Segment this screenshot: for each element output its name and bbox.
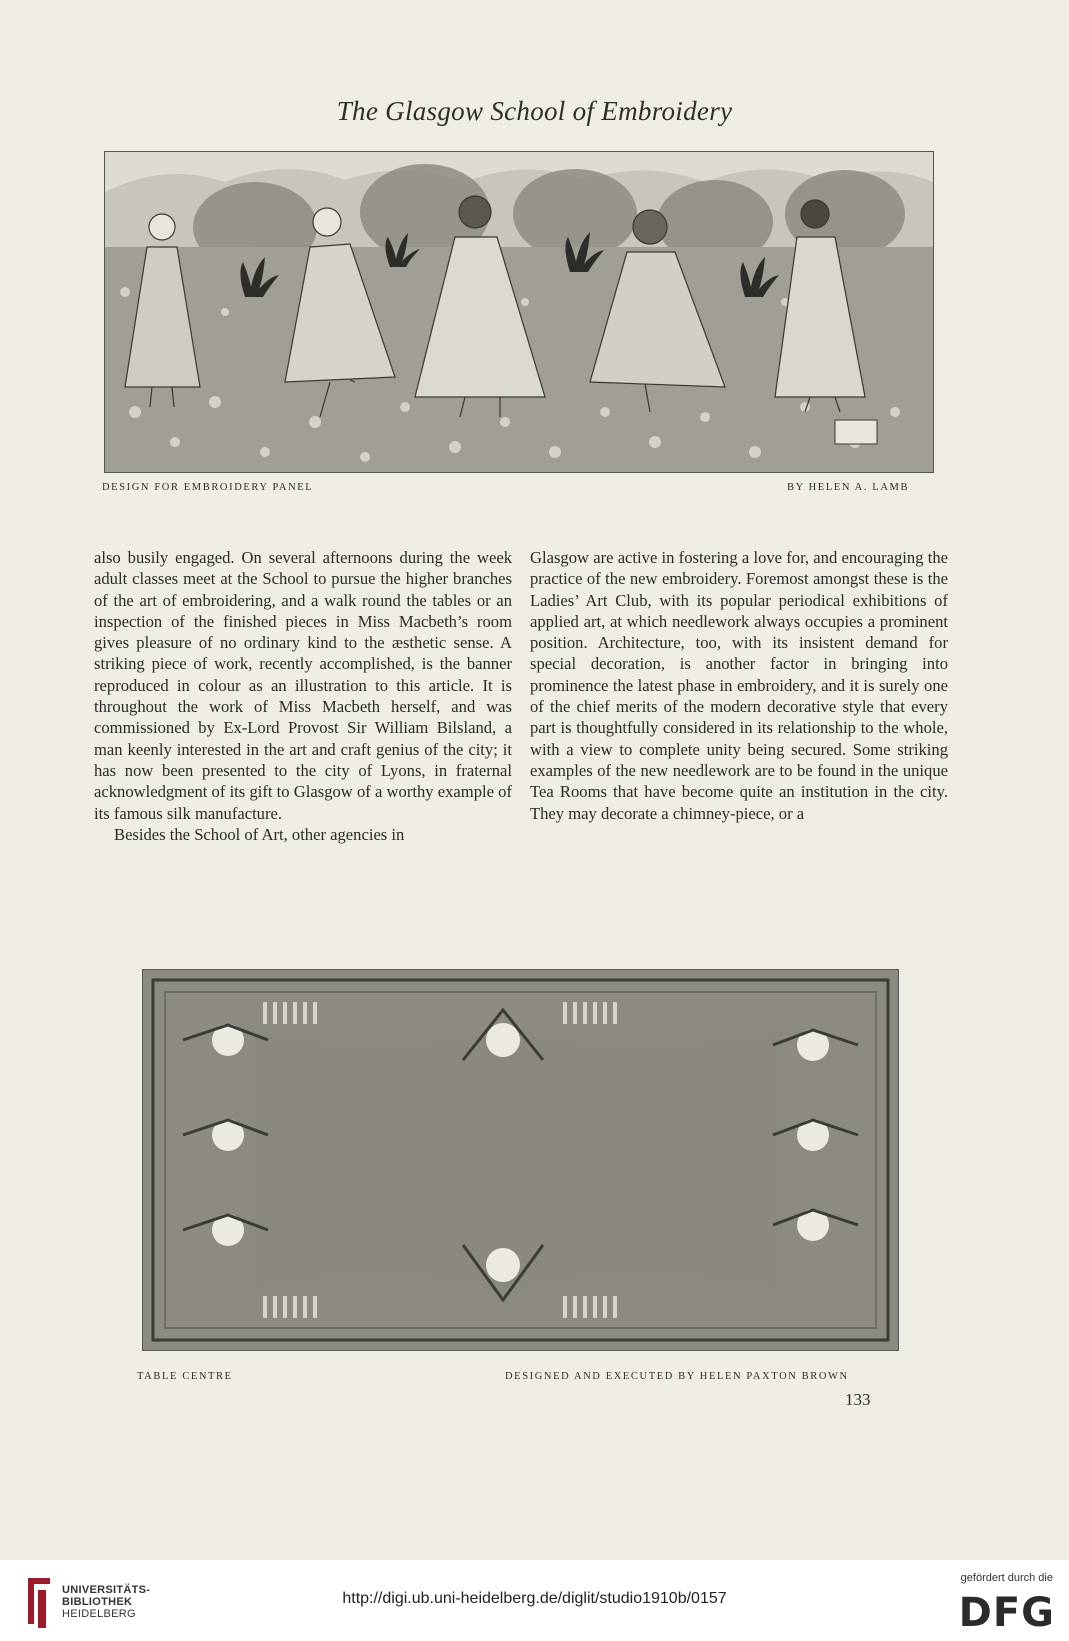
paragraph: Besides the School of Art, other agencies in	[114, 824, 405, 844]
source-url-link[interactable]: http://digi.ub.uni-heidelberg.de/diglit/studio1910b/0157	[342, 1590, 727, 1607]
figure1-caption-credit: BY HELEN A. LAMB	[787, 482, 910, 493]
body-column-left	[94, 547, 512, 845]
paragraph: Glasgow are active in fostering a love for, and encouraging the practice of the new embroidery. Foremost amongst these is the Ladies’ Art Club, with its popular periodical exhibitions of applied art, at which needlework always occupies a prominent position. Architecture, too, with its insistent demand for special decoration, is another factor in bringing into prominence the latest phase in embroidery, and it is surely one of the chief merits of the modern decorative style that every part is thoughtfully considered in its relationship to the whole, with a view to complete unity being secured. Some striking examples of the new needlework are to be found in the unique Tea Rooms that have become quite an institution in the city. They may decorate a chimney-piece, or a	[530, 548, 948, 823]
embroidery-panel-illustration	[104, 151, 934, 473]
figure2-caption-title: TABLE CENTRE	[137, 1371, 233, 1382]
page-number: 133	[845, 1390, 871, 1409]
body-column-right	[530, 547, 948, 824]
dfg-logo: DFG	[958, 1590, 1055, 1636]
library-name: UNIVERSITÄTS- BIBLIOTHEK HEIDELBERG	[62, 1584, 151, 1620]
running-head: The Glasgow School of Embroidery	[336, 96, 733, 126]
figure1-caption-title: DESIGN FOR EMBROIDERY PANEL	[102, 482, 314, 493]
paragraph: also busily engaged. On several afternoons during the week adult classes meet at the School to pursue the higher branches of the art of embroidering, and a walk round the tables or an inspection of the finished pieces in Miss Macbeth’s room gives pleasure of no ordinary kind to the æsthetic sense. A striking piece of work, recently accomplished, is the banner reproduced in colour as an illustration to this article. It is throughout the work of Miss Macbeth herself, and was commissioned by Ex-Lord Provost Sir William Bilsland, a man keenly interested in the art and craft genius of the city; it has now been presented to the city of Lyons, in fraternal acknowledgment of its gift to Glasgow of a worthy example of its famous silk manufacture.	[94, 548, 512, 823]
digitization-footer	[0, 1560, 1069, 1641]
funding-note: gefördert durch die	[960, 1572, 1053, 1584]
table-centre-photograph	[142, 969, 899, 1351]
figure2-caption-credit: DESIGNED AND EXECUTED BY HELEN PAXTON BROWN	[505, 1371, 849, 1382]
